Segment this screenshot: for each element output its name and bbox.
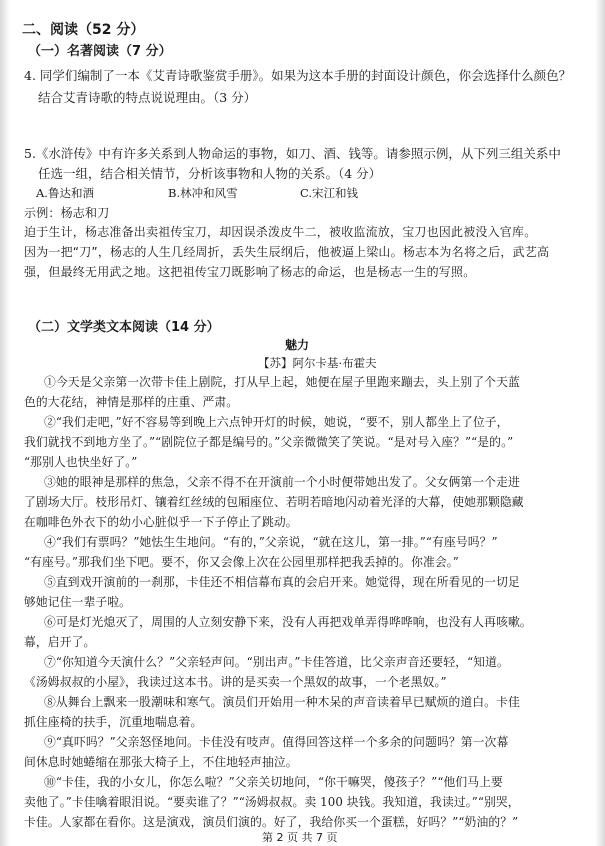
q4-line-2: 结合艾青诗歌的特点说说理由。（3 分） [38,90,257,105]
part1-heading: （一）名著阅读（7 分） [28,44,172,59]
q4-line-1: 4. 同学们编制了一本《艾青诗歌鉴赏手册》。如果为这本手册的封面设计颜色，你会选择什么颜色？ [24,68,572,83]
q5-example-line: 因为一把“刀”，杨志的人生几经周折，丢失生辰纲后，他被逼上梁山。杨志本为名将之后，武艺高 [24,245,550,259]
article-line: ⑩“卡佳，我的小女儿，你怎么啦？”父亲关切地问，“你干嘛哭，傻孩子？”“他们马上要 [44,775,503,789]
article-line: ④“我们有票吗？”她怯生生地问。“有的，”父亲说，“就在这儿，第一排。”“有座号吗？” [44,535,498,549]
article-line: 卡佳。人家都在看你。这是演戏，演员们演的。好了，我给你买一个蛋糕，好吗？”“奶油的？” [24,815,519,829]
part2-heading: （二）文学类文本阅读（14 分） [28,320,220,335]
q5-option-b: B.林冲和风雪 [168,186,238,200]
article-line: 在咖啡色外衣下的幼小心脏似乎一下子停止了跳动。 [24,515,298,529]
article-line: ⑥可是灯光熄灭了，周围的人立刻安静下来，没有人再把戏单弄得哗哗响，也没有人再咳嗽。 [44,615,532,629]
article-line: 了剧场大厅。枝形吊灯、镶着红丝绒的包厢座位、若明若暗地闪动着光泽的大幕，使她那颗隐藏 [24,495,524,509]
article-line: ②“我们走吧，”好不容易等到晚上六点钟开灯的时候，她说，“要不，别人都坐上了位子， [44,415,509,429]
article-line: “有座号。”那我们坐下吧。要不，你又会像上次在公园里那样把我丢掉的。你准会。” [24,555,459,569]
article-line: 我们就找不到地方坐了。”“剧院位子都是编号的。”父亲微微笑了笑说。“是对号入座？”“是的。” [24,435,514,449]
section-heading: 二、阅读（52 分） [22,22,145,38]
q5-option-c: C.宋江和钱 [300,186,359,200]
article-line: 抓住座椅的扶手，沉重地喘息着。 [24,715,203,729]
q5-example-line: 迫于生计，杨志准备出卖祖传宝刀，却因误杀泼皮牛二，被收监流放，宝刀也因此被没入官库。 [24,225,537,239]
article-line: 色的大花结，神情是那样的庄重、严肃。 [24,395,239,409]
q5-line-2: 任选一组，结合相关情节，分析该事物和人物的关系。（4 分） [38,166,382,181]
scan-shadow-left [0,0,10,846]
article-line: 间休息时她蜷缩在那张大椅子上，不住地轻声抽泣。 [24,755,298,769]
page-footer: 第 2 页 共 7 页 [262,831,338,844]
article-line: ⑨“真吓吗？”父亲怒怪地问。卡佳没有吱声。值得回答这样一个多余的问题吗？第一次幕 [44,735,509,749]
scan-shadow-right [595,0,605,846]
article-line: ③她的眼神是那样的焦急，父亲不得不在开演前一个小时便带她出发了。父女俩第一个走进 [44,475,520,489]
q5-line-1: 5.《水浒传》中有许多关系到人物命运的事物，如刀、酒、钱等。请参照示例，从下列三组关系中 [24,146,561,161]
article-line: 够她记住一辈子啦。 [24,595,132,609]
article-line: ⑧从舞台上飘来一股潮味和寒气。演员们开始用一种木呆的声音读着早已赋烦的道白。卡佳 [44,695,520,709]
article-line: 《汤姆叔叔的小屋》，我读过这本书。讲的是买卖一个黑奴的故事，一个老黑奴。” [24,675,447,689]
article-author: 【苏】阿尔卡基·布霍夫 [258,356,377,370]
article-line: “那别人也快坐好了。” [24,455,138,469]
q5-example-line: 强，但最终无用武之地。这把祖传宝刀既影响了杨志的命运，也是杨志一生的写照。 [24,265,476,279]
q5-example-label: 示例：杨志和刀 [24,206,110,220]
article-title: 魅力 [285,338,310,352]
q5-option-a: A.鲁达和酒 [36,186,94,200]
article-line: ①今天是父亲第一次带卡佳上剧院，打从早上起，她便在屋子里跑来蹦去，头上别了个天蓝 [44,375,520,389]
article-line: ⑦“你知道今天演什么？”父亲轻声问。“别出声。”卡佳答道，比父亲声音还要轻，“知道。 [44,655,509,669]
article-line: 幕，启开了。 [24,635,96,649]
article-line: 卖他了。”卡佳噙着眼泪说。“要卖谁了？”“汤姆叔叔。卖 100 块钱。我知道，我读过。”“别哭， [24,795,520,809]
article-line: ⑤直到戏开演前的一刹那，卡佳还不相信幕布真的会启开来。她觉得，现在所看见的一切足 [44,575,520,589]
